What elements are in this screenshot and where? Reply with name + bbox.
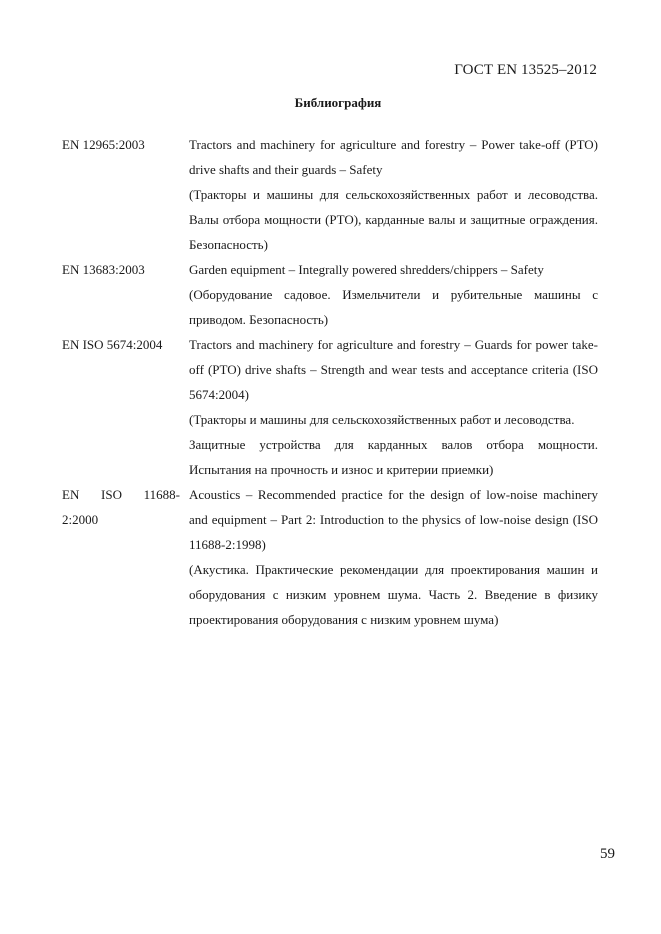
entry-title-en: Garden equipment – Integrally powered shredders/chippers – Safety bbox=[189, 262, 544, 277]
standard-code-line-2: 2:2000 bbox=[62, 512, 99, 527]
standard-code: EN 12965:2003 bbox=[62, 137, 145, 152]
entry-title-en: Acoustics – Recommended practice for the design of low-noise machinery and equipment – Part 2: Introduction to the physics of low-noise design (ISO 11688-2:1998) bbox=[189, 487, 598, 552]
entry-title-en: Tractors and machinery for agriculture and forestry – Power take-off (PTO) drive shafts and their guards – Safety bbox=[189, 137, 598, 177]
page-number: 59 bbox=[600, 846, 615, 862]
entry-description bbox=[189, 332, 598, 482]
bibliography-entry bbox=[62, 332, 598, 482]
entry-description bbox=[189, 132, 598, 257]
bibliography-list bbox=[62, 132, 598, 632]
entry-description bbox=[189, 257, 598, 332]
entry-title-ru: (Тракторы и машины для сельскохозяйственных работ и лесоводства. Валы отбора мощности (PTO), карданные валы и защитные ограждения. Безопасность) bbox=[189, 187, 598, 252]
entry-description bbox=[189, 482, 598, 632]
bibliography-entry bbox=[62, 132, 598, 257]
entry-title-ru: (Акустика. Практические рекомендации для проектирования машин и оборудования с низким уровнем шума. Часть 2. Введение в физику проектирования оборудования с низким уровнем шума) bbox=[189, 562, 598, 627]
document-id: ГОСТ EN 13525–2012 bbox=[454, 62, 597, 78]
entry-title-ru: (Тракторы и машины для сельскохозяйственных работ и лесоводства. bbox=[189, 412, 575, 427]
entry-title-ru-continued: Защитные устройства для карданных валов отбора мощности. Испытания на прочность и износ и критерии приемки) bbox=[189, 437, 598, 477]
entry-title-ru: (Оборудование садовое. Измельчители и рубительные машины с приводом. Безопасность) bbox=[189, 287, 598, 327]
standard-code: EN 13683:2003 bbox=[62, 262, 145, 277]
standard-code: EN ISO 5674:2004 bbox=[62, 337, 163, 352]
entry-title-en: Tractors and machinery for agriculture and forestry – Guards for power take-off (PTO) drive shafts – Strength and wear tests and acceptance criteria (ISO 5674:2004) bbox=[189, 337, 598, 402]
standard-code bbox=[62, 482, 180, 632]
bibliography-entry bbox=[62, 257, 598, 332]
standard-code-line-1: EN ISO 11688- bbox=[62, 487, 180, 502]
bibliography-entry bbox=[62, 482, 598, 632]
section-title: Библиография bbox=[294, 95, 382, 110]
